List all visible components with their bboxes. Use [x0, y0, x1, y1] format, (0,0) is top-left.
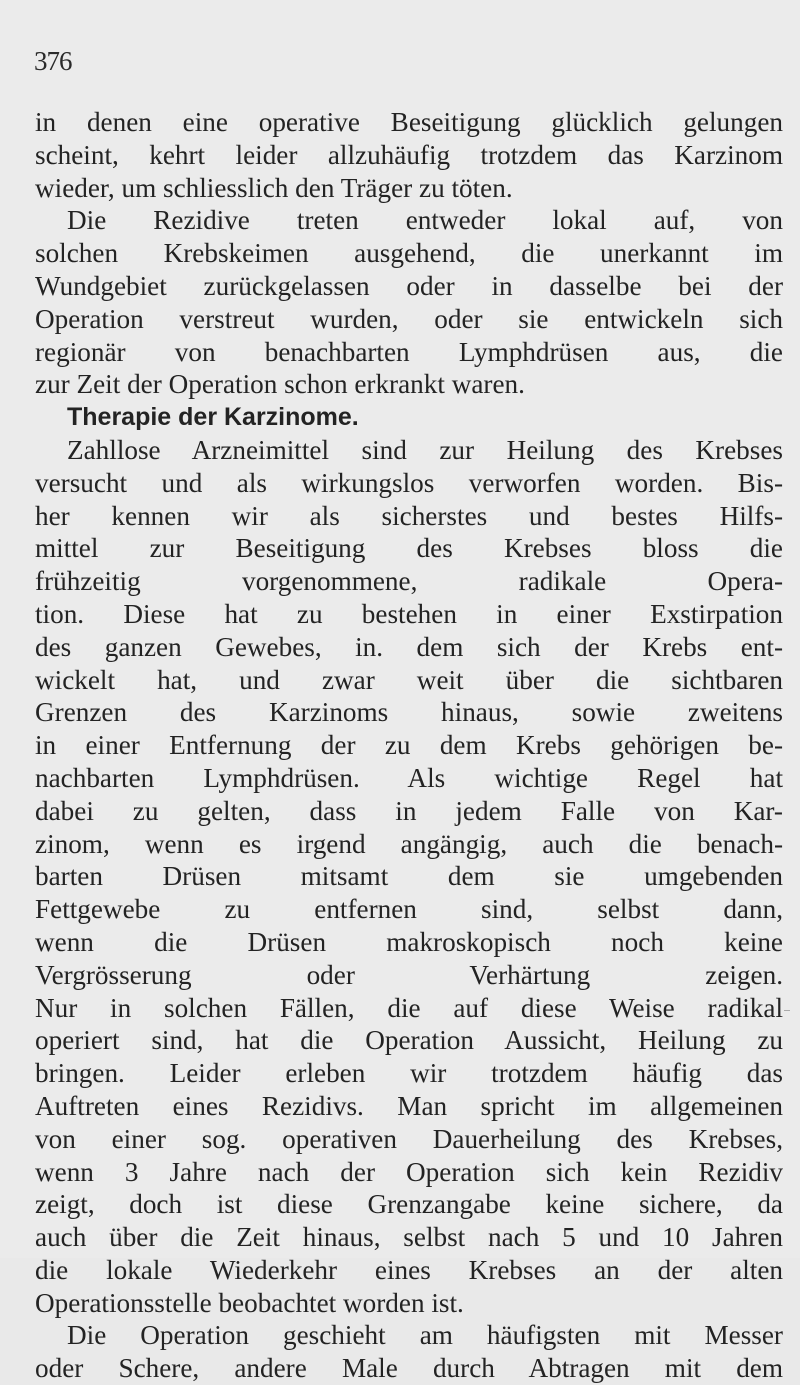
text-line: dabei zu gelten, dass in jedem Falle von Kar-: [35, 795, 783, 826]
text-line: oder Schere, andere Male durch Abtragen mit dem: [35, 1353, 783, 1384]
text-line: zeigt, doch ist diese Grenzangabe keine sichere, da: [35, 1189, 783, 1220]
text-line: Grenzen des Karzinoms hinaus, sowie zweitens: [35, 697, 783, 728]
text-line: solchen Krebskeimen ausgehend, die unerkannt im: [35, 238, 783, 269]
text-line: barten Drüsen mitsamt dem sie umgebenden: [35, 861, 783, 892]
section-heading: Therapie der Karzinome.: [67, 403, 359, 432]
text-line: die lokale Wiederkehr eines Krebses an der alten: [35, 1254, 783, 1285]
text-line: regionär von benachbarten Lymphdrüsen aus, die: [35, 336, 783, 367]
text-line: Die Rezidive treten entweder lokal auf, von: [67, 205, 783, 236]
text-line: scheint, kehrt leider allzuhäufig trotzdem das Karzinom: [35, 139, 783, 170]
text-line: versucht und als wirkungslos verworfen worden. Bis-: [35, 467, 783, 498]
page-number: 376: [34, 46, 72, 76]
text-line: Zahllose Arzneimittel sind zur Heilung des Krebses: [67, 434, 783, 465]
text-line: mittel zur Beseitigung des Krebses bloss die: [35, 533, 783, 564]
text-line: tion. Diese hat zu bestehen in einer Exstirpation: [35, 598, 783, 629]
text-line: zur Zeit der Operation schon erkrankt waren.: [35, 369, 525, 400]
text-line: nachbarten Lymphdrüsen. Als wichtige Regel hat: [35, 762, 783, 793]
text-line: Auftreten eines Rezidivs. Man spricht im allgemeinen: [35, 1090, 783, 1121]
text-line: operiert sind, hat die Operation Aussicht, Heilung zu: [35, 1025, 783, 1056]
margin-mark: [784, 1010, 790, 1011]
text-line: von einer sog. operativen Dauerheilung des Krebses,: [35, 1123, 783, 1154]
text-line: Operation verstreut wurden, oder sie entwickeln sich: [35, 303, 783, 334]
text-line: Vergrösserung oder Verhärtung zeigen.: [35, 959, 783, 990]
text-line: Die Operation geschieht am häufigsten mit Messer: [67, 1320, 783, 1351]
text-line: bringen. Leider erleben wir trotzdem häufig das: [35, 1058, 783, 1089]
text-line: Fettgewebe zu entfernen sind, selbst dann,: [35, 894, 783, 925]
text-line: wieder, um schliesslich den Träger zu töten.: [35, 172, 513, 203]
text-line: des ganzen Gewebes, in. dem sich der Krebs ent-: [35, 631, 783, 662]
text-line: Wundgebiet zurückgelassen oder in dasselbe bei der: [35, 270, 783, 301]
text-line: zinom, wenn es irgend angängig, auch die benach-: [35, 828, 783, 859]
text-line: in denen eine operative Beseitigung glücklich gelungen: [35, 107, 783, 137]
text-line: in einer Entfernung der zu dem Krebs gehörigen be-: [35, 730, 783, 761]
text-line: Nur in solchen Fällen, die auf diese Weise radikal: [35, 992, 783, 1023]
text-line: wenn die Drüsen makroskopisch noch keine: [35, 926, 783, 957]
text-line: her kennen wir als sicherstes und bestes Hilfs-: [35, 500, 783, 531]
text-line: Operationsstelle beobachtet worden ist.: [35, 1287, 464, 1318]
text-line: wickelt hat, und zwar weit über die sichtbaren: [35, 664, 783, 695]
body-text: [35, 106, 783, 1385]
text-line: wenn 3 Jahre nach der Operation sich kein Rezidiv: [35, 1156, 783, 1187]
text-line: frühzeitig vorgenommene, radikale Opera-: [35, 566, 783, 597]
text-line: auch über die Zeit hinaus, selbst nach 5 und 10 Jahren: [35, 1222, 783, 1253]
